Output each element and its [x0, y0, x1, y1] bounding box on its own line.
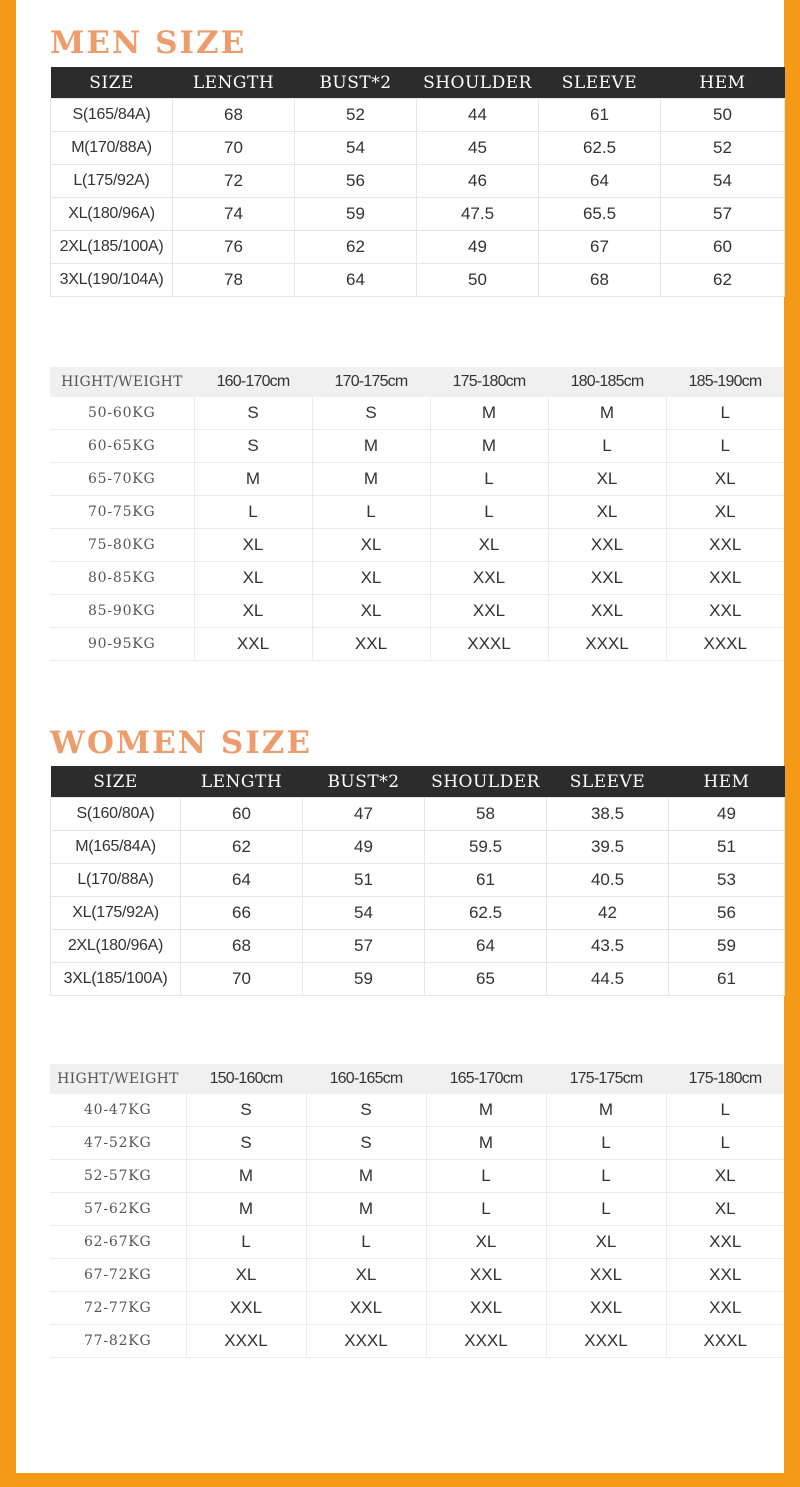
- table-cell: 50: [417, 264, 539, 297]
- table-cell: XL: [194, 562, 312, 595]
- table-header-row: [50, 367, 784, 397]
- table-row: [50, 463, 784, 496]
- table-cell: XXXL: [666, 628, 784, 661]
- table-cell: XL: [548, 496, 666, 529]
- table-cell: XL: [312, 595, 430, 628]
- table-cell: 72-77KG: [50, 1292, 186, 1325]
- table-cell: 62: [295, 231, 417, 264]
- table-cell: XL: [666, 463, 784, 496]
- table-cell: 68: [173, 99, 295, 132]
- table-cell: XXL: [666, 1226, 784, 1259]
- table-cell: 60: [661, 231, 785, 264]
- table-cell: M(170/88A): [51, 132, 173, 165]
- table-cell: XL(180/96A): [51, 198, 173, 231]
- table-cell: 56: [295, 165, 417, 198]
- women-size-table: [50, 766, 785, 996]
- table-cell: 77-82KG: [50, 1325, 186, 1358]
- column-header: SIZE: [51, 67, 173, 99]
- table-cell: 64: [181, 864, 303, 897]
- column-header: SLEEVE: [547, 766, 669, 798]
- table-cell: 47.5: [417, 198, 539, 231]
- column-header: BUST*2: [295, 67, 417, 99]
- table-cell: M: [306, 1160, 426, 1193]
- table-cell: 49: [417, 231, 539, 264]
- table-cell: 85-90KG: [50, 595, 194, 628]
- table-cell: 66: [181, 897, 303, 930]
- column-header: BUST*2: [303, 766, 425, 798]
- table-cell: 80-85KG: [50, 562, 194, 595]
- table-cell: 70: [181, 963, 303, 996]
- table-cell: 70-75KG: [50, 496, 194, 529]
- table-cell: 62.5: [539, 132, 661, 165]
- table-cell: M(165/84A): [51, 831, 181, 864]
- table-cell: 2XL(185/100A): [51, 231, 173, 264]
- table-cell: 62: [661, 264, 785, 297]
- table-cell: XL: [306, 1259, 426, 1292]
- column-header: 160-170cm: [194, 367, 312, 397]
- table-cell: 3XL(190/104A): [51, 264, 173, 297]
- table-row: [50, 430, 784, 463]
- table-cell: 44.5: [547, 963, 669, 996]
- table-cell: XXXL: [430, 628, 548, 661]
- table-cell: L: [430, 463, 548, 496]
- table-cell: M: [430, 430, 548, 463]
- table-row: [51, 798, 785, 831]
- column-header: LENGTH: [181, 766, 303, 798]
- column-header: LENGTH: [173, 67, 295, 99]
- table-cell: 59: [303, 963, 425, 996]
- table-row: [51, 231, 785, 264]
- table-cell: XL: [312, 529, 430, 562]
- table-cell: M: [426, 1094, 546, 1127]
- table-cell: XXL: [666, 562, 784, 595]
- table-cell: 40.5: [547, 864, 669, 897]
- column-header: HIGHT/WEIGHT: [50, 1064, 186, 1094]
- table-cell: 65: [425, 963, 547, 996]
- table-cell: L: [666, 397, 784, 430]
- table-cell: 43.5: [547, 930, 669, 963]
- table-cell: M: [546, 1094, 666, 1127]
- table-cell: XL: [186, 1259, 306, 1292]
- table-cell: L: [666, 1094, 784, 1127]
- table-cell: XXL: [312, 628, 430, 661]
- table-cell: M: [426, 1127, 546, 1160]
- table-row: [51, 132, 785, 165]
- table-cell: 68: [181, 930, 303, 963]
- table-cell: 47: [303, 798, 425, 831]
- table-cell: M: [186, 1160, 306, 1193]
- table-cell: XL: [546, 1226, 666, 1259]
- table-cell: XXL: [666, 595, 784, 628]
- table-cell: 50-60KG: [50, 397, 194, 430]
- table-cell: 49: [669, 798, 785, 831]
- table-cell: XXL: [546, 1292, 666, 1325]
- table-row: [50, 1160, 784, 1193]
- table-cell: L: [666, 430, 784, 463]
- table-cell: XXL: [430, 595, 548, 628]
- table-cell: L(175/92A): [51, 165, 173, 198]
- table-cell: S: [186, 1127, 306, 1160]
- table-cell: 60-65KG: [50, 430, 194, 463]
- table-cell: 51: [669, 831, 785, 864]
- table-cell: XXL: [666, 1259, 784, 1292]
- table-row: [51, 831, 785, 864]
- table-cell: XXXL: [426, 1325, 546, 1358]
- table-cell: S(165/84A): [51, 99, 173, 132]
- table-row: [50, 562, 784, 595]
- table-row: [50, 1325, 784, 1358]
- table-cell: 54: [661, 165, 785, 198]
- table-row: [51, 864, 785, 897]
- table-cell: XXL: [194, 628, 312, 661]
- table-cell: S: [306, 1094, 426, 1127]
- column-header: HEM: [661, 67, 785, 99]
- table-cell: 57-62KG: [50, 1193, 186, 1226]
- table-cell: 57: [303, 930, 425, 963]
- men-size-table: [50, 67, 785, 297]
- table-cell: L(170/88A): [51, 864, 181, 897]
- table-cell: 56: [669, 897, 785, 930]
- table-cell: XL: [666, 1193, 784, 1226]
- table-cell: XL(175/92A): [51, 897, 181, 930]
- table-cell: L: [194, 496, 312, 529]
- column-header: 150-160cm: [186, 1064, 306, 1094]
- table-cell: M: [186, 1193, 306, 1226]
- table-cell: 76: [173, 231, 295, 264]
- table-cell: S: [194, 397, 312, 430]
- table-cell: 46: [417, 165, 539, 198]
- table-cell: 65-70KG: [50, 463, 194, 496]
- table-cell: 90-95KG: [50, 628, 194, 661]
- table-cell: 3XL(185/100A): [51, 963, 181, 996]
- table-cell: M: [312, 463, 430, 496]
- table-cell: XXXL: [548, 628, 666, 661]
- table-cell: L: [306, 1226, 426, 1259]
- table-cell: 75-80KG: [50, 529, 194, 562]
- table-cell: 39.5: [547, 831, 669, 864]
- table-cell: 2XL(180/96A): [51, 930, 181, 963]
- column-header: 170-175cm: [312, 367, 430, 397]
- table-row: [50, 1259, 784, 1292]
- column-header: 160-165cm: [306, 1064, 426, 1094]
- table-row: [50, 496, 784, 529]
- table-row: [50, 1127, 784, 1160]
- table-cell: 61: [539, 99, 661, 132]
- table-row: [51, 99, 785, 132]
- table-cell: L: [426, 1193, 546, 1226]
- table-header-row: [50, 1064, 784, 1094]
- table-cell: 64: [295, 264, 417, 297]
- table-cell: S: [306, 1127, 426, 1160]
- table-cell: M: [548, 397, 666, 430]
- table-row: [51, 963, 785, 996]
- table-cell: 38.5: [547, 798, 669, 831]
- table-cell: XXL: [430, 562, 548, 595]
- table-row: [51, 930, 785, 963]
- table-cell: 59.5: [425, 831, 547, 864]
- table-cell: L: [426, 1160, 546, 1193]
- table-row: [50, 628, 784, 661]
- table-row: [51, 165, 785, 198]
- table-cell: XXL: [546, 1259, 666, 1292]
- table-cell: 42: [547, 897, 669, 930]
- table-cell: 45: [417, 132, 539, 165]
- table-cell: 49: [303, 831, 425, 864]
- table-cell: 62.5: [425, 897, 547, 930]
- table-cell: 58: [425, 798, 547, 831]
- table-cell: XXL: [426, 1259, 546, 1292]
- table-cell: 62: [181, 831, 303, 864]
- table-cell: 54: [303, 897, 425, 930]
- table-cell: XXL: [666, 529, 784, 562]
- table-cell: 64: [425, 930, 547, 963]
- column-header: 165-170cm: [426, 1064, 546, 1094]
- table-cell: XXL: [306, 1292, 426, 1325]
- table-row: [51, 264, 785, 297]
- table-cell: XXL: [548, 562, 666, 595]
- table-row: [51, 198, 785, 231]
- table-cell: 74: [173, 198, 295, 231]
- column-header: SHOULDER: [417, 67, 539, 99]
- column-header: 180-185cm: [548, 367, 666, 397]
- table-cell: L: [546, 1193, 666, 1226]
- column-header: SHOULDER: [425, 766, 547, 798]
- table-row: [50, 595, 784, 628]
- table-cell: 65.5: [539, 198, 661, 231]
- table-cell: 52: [295, 99, 417, 132]
- table-cell: S: [312, 397, 430, 430]
- column-header: 175-180cm: [430, 367, 548, 397]
- table-cell: L: [546, 1127, 666, 1160]
- table-cell: L: [186, 1226, 306, 1259]
- table-cell: M: [306, 1193, 426, 1226]
- table-row: [50, 1193, 784, 1226]
- table-row: [51, 897, 785, 930]
- table-cell: L: [548, 430, 666, 463]
- table-cell: M: [194, 463, 312, 496]
- table-cell: XXXL: [666, 1325, 784, 1358]
- table-row: [50, 1226, 784, 1259]
- table-row: [50, 1094, 784, 1127]
- table-cell: S: [194, 430, 312, 463]
- table-cell: 52: [661, 132, 785, 165]
- table-cell: 67-72KG: [50, 1259, 186, 1292]
- table-cell: L: [430, 496, 548, 529]
- table-cell: S(160/80A): [51, 798, 181, 831]
- table-cell: 52-57KG: [50, 1160, 186, 1193]
- table-cell: XL: [666, 1160, 784, 1193]
- table-cell: 44: [417, 99, 539, 132]
- table-cell: 54: [295, 132, 417, 165]
- column-header: SIZE: [51, 766, 181, 798]
- table-cell: XL: [426, 1226, 546, 1259]
- table-cell: 67: [539, 231, 661, 264]
- table-cell: XL: [666, 496, 784, 529]
- table-cell: 62-67KG: [50, 1226, 186, 1259]
- table-cell: M: [430, 397, 548, 430]
- table-cell: 59: [295, 198, 417, 231]
- table-cell: L: [666, 1127, 784, 1160]
- table-cell: XXL: [548, 529, 666, 562]
- table-row: [50, 1292, 784, 1325]
- table-cell: 50: [661, 99, 785, 132]
- table-cell: S: [186, 1094, 306, 1127]
- table-cell: XL: [312, 562, 430, 595]
- table-header-row: [51, 67, 785, 99]
- table-cell: 64: [539, 165, 661, 198]
- column-header: 185-190cm: [666, 367, 784, 397]
- table-cell: XXL: [666, 1292, 784, 1325]
- men-size-title: MEN SIZE: [50, 25, 247, 61]
- table-cell: XL: [548, 463, 666, 496]
- table-row: [50, 529, 784, 562]
- table-cell: 61: [669, 963, 785, 996]
- column-header: SLEEVE: [539, 67, 661, 99]
- table-cell: M: [312, 430, 430, 463]
- table-cell: XXL: [548, 595, 666, 628]
- table-cell: L: [312, 496, 430, 529]
- women-height-weight-table: [50, 1064, 784, 1358]
- table-cell: XL: [430, 529, 548, 562]
- table-cell: 61: [425, 864, 547, 897]
- table-cell: L: [546, 1160, 666, 1193]
- table-cell: XL: [194, 529, 312, 562]
- table-cell: 47-52KG: [50, 1127, 186, 1160]
- table-cell: 60: [181, 798, 303, 831]
- men-height-weight-table: [50, 367, 784, 661]
- table-cell: 40-47KG: [50, 1094, 186, 1127]
- table-header-row: [51, 766, 785, 798]
- table-cell: XXXL: [186, 1325, 306, 1358]
- table-cell: 59: [669, 930, 785, 963]
- women-size-title: WOMEN SIZE: [50, 725, 313, 761]
- table-cell: XL: [194, 595, 312, 628]
- column-header: 175-175cm: [546, 1064, 666, 1094]
- table-cell: XXXL: [546, 1325, 666, 1358]
- table-cell: 51: [303, 864, 425, 897]
- column-header: 175-180cm: [666, 1064, 784, 1094]
- table-cell: 78: [173, 264, 295, 297]
- table-cell: 68: [539, 264, 661, 297]
- table-cell: XXL: [426, 1292, 546, 1325]
- table-cell: XXL: [186, 1292, 306, 1325]
- column-header: HEM: [669, 766, 785, 798]
- table-cell: 72: [173, 165, 295, 198]
- table-row: [50, 397, 784, 430]
- table-cell: XXXL: [306, 1325, 426, 1358]
- table-cell: 70: [173, 132, 295, 165]
- table-cell: 57: [661, 198, 785, 231]
- column-header: HIGHT/WEIGHT: [50, 367, 194, 397]
- table-cell: 53: [669, 864, 785, 897]
